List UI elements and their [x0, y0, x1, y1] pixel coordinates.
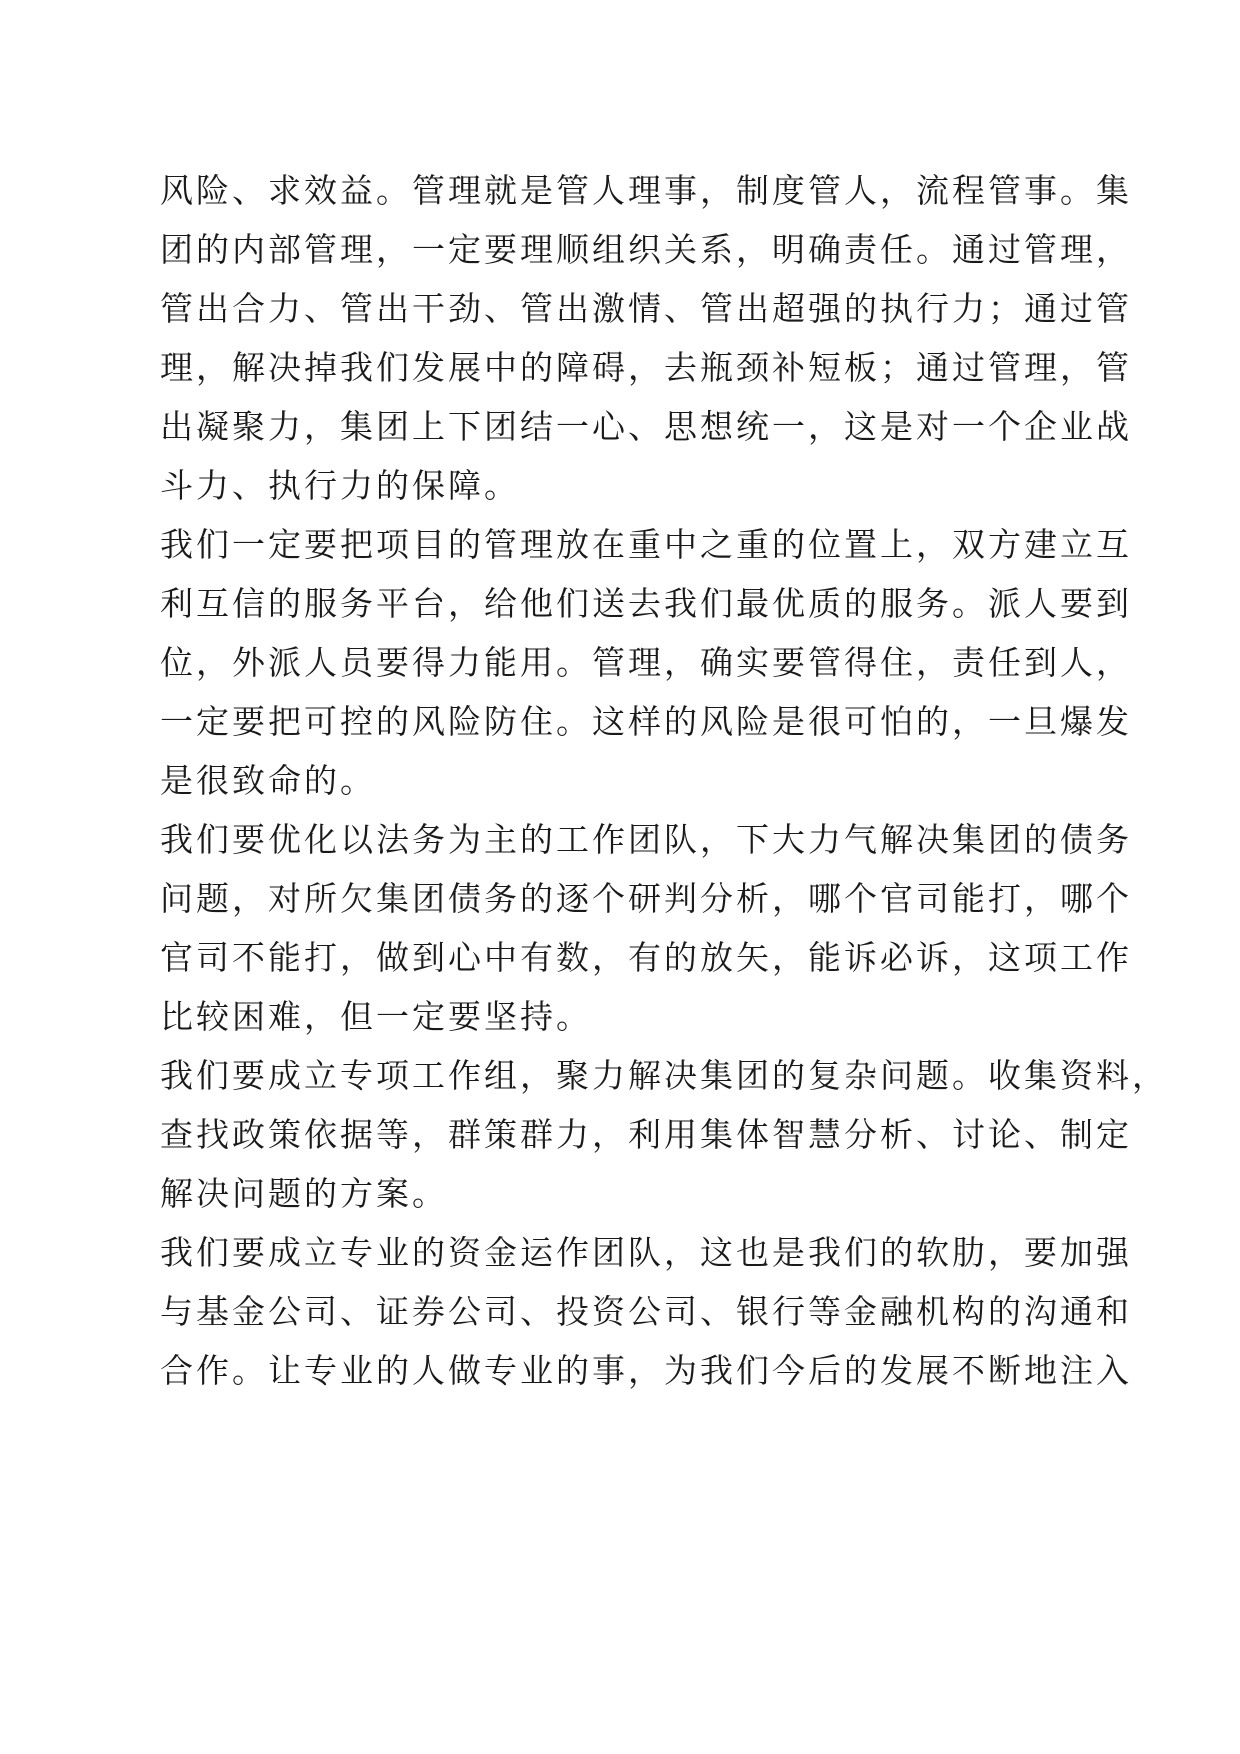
text-line: 斗力、执行力的保障。 [160, 466, 520, 505]
text-line: 比较困难，但一定要坚持。 [160, 997, 592, 1036]
text-line: 我们要成立专项工作组，聚力解决集团的复杂问题。收集资料， [160, 1056, 1168, 1095]
text-line: 理，解决掉我们发展中的障碍，去瓶颈补短板；通过管理，管 [160, 348, 1132, 387]
text-line: 团的内部管理，一定要理顺组织关系，明确责任。通过管理， [160, 230, 1132, 269]
text-line: 官司不能打，做到心中有数，有的放矢，能诉必诉，这项工作 [160, 938, 1132, 977]
text-line: 管出合力、管出干劲、管出激情、管出超强的执行力；通过管 [160, 289, 1132, 328]
text-line: 问题，对所欠集团债务的逐个研判分析，哪个官司能打，哪个 [160, 879, 1132, 918]
text-line: 查找政策依据等，群策群力，利用集体智慧分析、讨论、制定 [160, 1115, 1132, 1154]
text-line: 我们一定要把项目的管理放在重中之重的位置上，双方建立互 [160, 525, 1132, 564]
text-line: 我们要优化以法务为主的工作团队，下大力气解决集团的债务 [160, 820, 1132, 859]
text-line: 与基金公司、证券公司、投资公司、银行等金融机构的沟通和 [160, 1292, 1132, 1331]
text-line: 是很致命的。 [160, 761, 376, 800]
text-line: 风险、求效益。管理就是管人理事，制度管人，流程管事。集 [160, 171, 1132, 210]
text-line: 合作。让专业的人做专业的事，为我们今后的发展不断地注入 [160, 1351, 1132, 1390]
text-line: 出凝聚力，集团上下团结一心、思想统一，这是对一个企业战 [160, 407, 1132, 446]
text-line: 位，外派人员要得力能用。管理，确实要管得住，责任到人， [160, 643, 1132, 682]
text-line: 我们要成立专业的资金运作团队，这也是我们的软肋，要加强 [160, 1233, 1132, 1272]
text-line: 解决问题的方案。 [160, 1174, 448, 1213]
text-line: 一定要把可控的风险防住。这样的风险是很可怕的，一旦爆发 [160, 702, 1132, 741]
text-line: 利互信的服务平台，给他们送去我们最优质的服务。派人要到 [160, 584, 1132, 623]
